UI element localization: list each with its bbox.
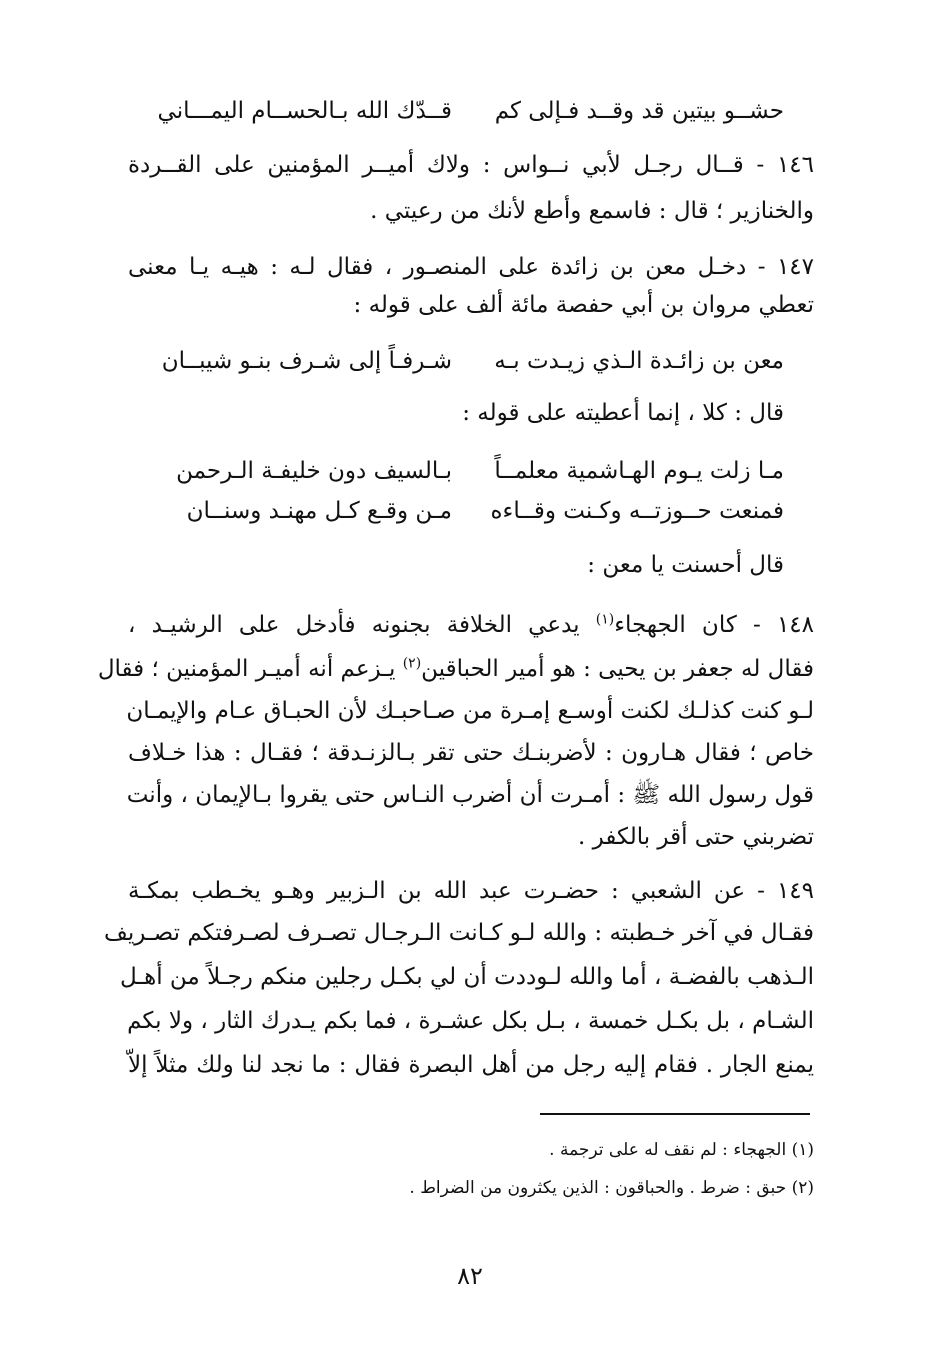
verse-3-first-hemistich: مـا زلت يـوم الهـاشمية معلمــاً	[494, 458, 784, 484]
verse-2-first-hemistich: معن بن زائـدة الـذي زيـدت بـه	[494, 348, 784, 374]
footnote-ref-2: (٢)	[402, 655, 422, 672]
verse-4-first-hemistich: فمنعت حــوزتــه وكـنت وقــاءه	[490, 498, 784, 524]
paragraph-147-line-2: تعطي مروان بن أبي حفصة مائة ألف على قوله :	[353, 292, 814, 318]
footnote-2: (٢) حبق : ضرط . والحباقون : الذين يكثرون من الضراط .	[409, 1178, 814, 1198]
paragraph-149-line-2: فقـال في آخر خـطبته : والله لـو كـانت الـرجـال تصـرف لصـرفتكم تصـريف	[104, 920, 814, 946]
paragraph-149-line-5: يمنع الجار . فقام إليه رجل من أهل البصرة فقال : ما نجد لنا ولك مثلاً إلاّ	[128, 1052, 814, 1078]
text-run: يـزعم أنه أميـر المؤمنين ؛ فقال	[97, 656, 403, 682]
paragraph-148-line-6: تضربني حتى أقر بالكفر .	[578, 824, 814, 850]
page-number: ٨٢	[457, 1262, 483, 1290]
said-line-1: قال : كلا ، إنما أعطيته على قوله :	[462, 400, 784, 426]
said-line-2: قال أحسنت يا معن :	[587, 552, 784, 578]
text-run: فقال له جعفر بن يحيى : هو أمير الحباقين	[421, 656, 814, 682]
footnote-ref-1: (١)	[595, 611, 615, 628]
verse-1-second-hemistich: قــدّك الله بـالحســام اليمـــاني	[157, 98, 452, 124]
verse-3-second-hemistich: بـالسيف دون خليفـة الـرحمن	[176, 458, 452, 484]
paragraph-149-line-3: الـذهب بالفضـة ، أما والله لـوددت أن لي بكـل رجلين منكم رجـلاً من أهـل	[119, 964, 814, 990]
text-run: ١٤٨ - كان الجهجاء	[614, 612, 814, 638]
paragraph-147-line-1: ١٤٧ - دخـل معن بن زائدة على المنصـور ، فقال لـه : هيـه يـا معنى	[128, 254, 814, 280]
paragraph-146-line-1: ١٤٦ - قــال رجـل لأبي نــواس : ولاك أميــر المؤمنين على القــردة	[128, 152, 814, 178]
verse-2-second-hemistich: شـرفـاً إلى شـرف بنـو شيبــان	[161, 348, 452, 374]
verse-1-first-hemistich: حشــو بيتين قد وقــد فـإلى كم	[494, 98, 784, 124]
paragraph-149-line-4: الشـام ، بل بكـل خمسة ، بـل بكل عشـرة ، فما بكم يـدرك الثار ، ولا بكم	[127, 1008, 814, 1034]
paragraph-148-line-4: خاص ؛ فقال هـارون : لأضربنـك حتى تقر بـالزنـدقة ؛ فقـال : هذا خـلاف	[128, 740, 814, 766]
verse-4-second-hemistich: مـن وقـع كـل مهنـد وسنــان	[186, 498, 452, 524]
paragraph-148-line-5: قول رسول الله ﷺ : أمـرت أن أضرب النـاس حتى يقروا بـالإيمان ، وأنت	[126, 782, 814, 808]
paragraph-146-line-2: والخنازير ؛ قال : فاسمع وأطع لأنك من رعيتي .	[370, 198, 814, 224]
text-run: يدعي الخلافة بجنونه فأدخل على الرشيـد ،	[128, 612, 596, 638]
paragraph-148-line-1	[128, 610, 814, 640]
paragraph-149-line-1: ١٤٩ - عن الشعبي : حضـرت عبد الله بن الـزبير وهـو يخـطب بمكـة	[128, 878, 814, 904]
footnote-separator	[540, 1113, 810, 1115]
footnote-1: (١) الجهجاء : لم نقف له على ترجمة .	[549, 1140, 814, 1160]
paragraph-148-line-3: لـو كنت كذلـك لكنت أوسـع إمـرة من صـاحبـك لأن الحبـاق عـام والإيمـان	[126, 698, 814, 724]
paragraph-148-line-2	[97, 654, 814, 684]
